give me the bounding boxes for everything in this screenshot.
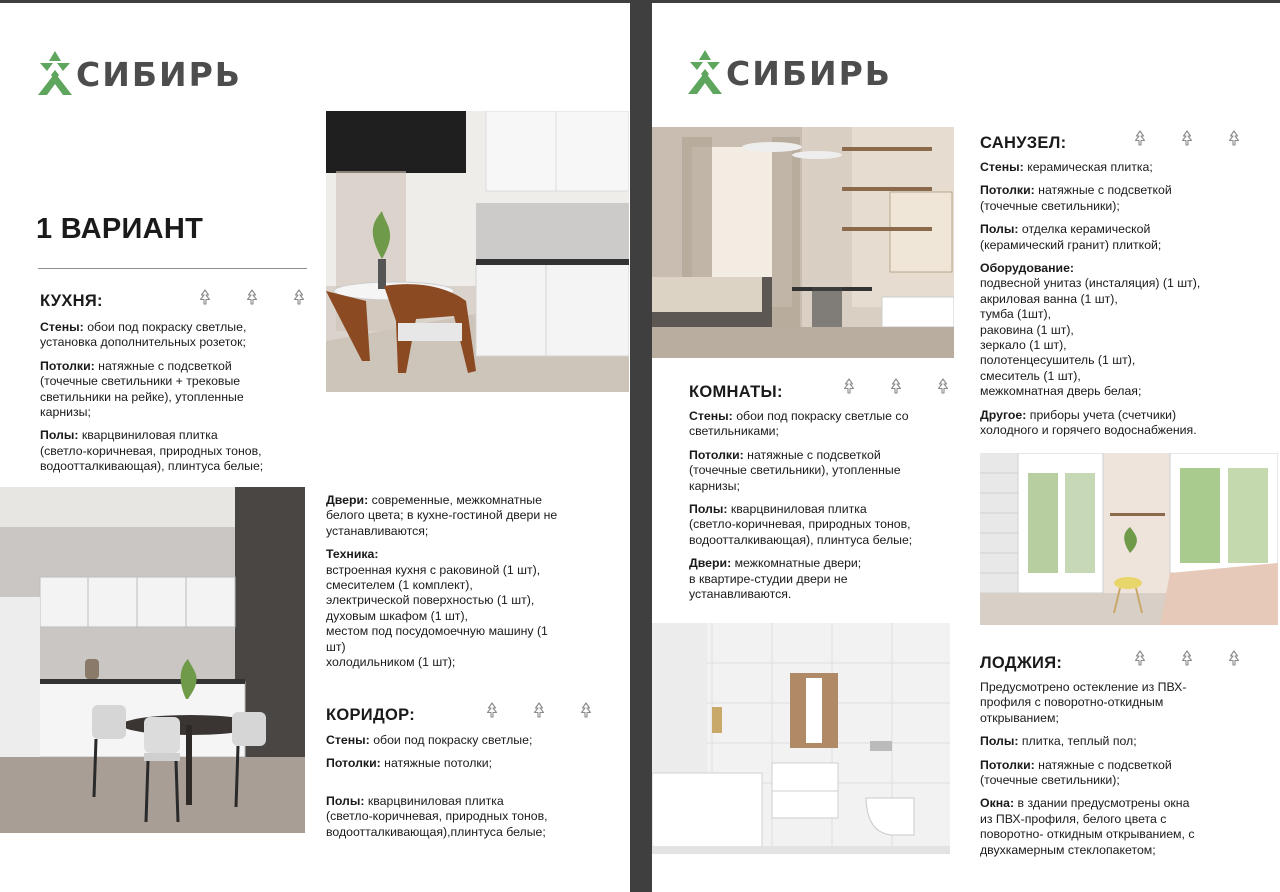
tree-icon [198, 289, 212, 305]
bathroom-other: Другое: приборы учета (счетчики) холодного и горячего водоснабжения. [980, 407, 1197, 438]
kitchen-floor: Полы: кварцвиниловая плитка (светло-коричневая, природных тонов, водоотталкивающая), плинтуса белые; [40, 428, 264, 474]
corridor-walls: Стены: обои под покраску светлые; [326, 733, 533, 747]
tree-icon [889, 378, 903, 394]
tree-icon [292, 289, 306, 305]
bathroom-equipment: Оборудование: подвесной унитаз (инсталяция) (1 шт), акриловая ванна (1 шт), тумба (1шт), раковина (1 шт), зеркало (1 шт), полотенцесушитель (1 шт), смеситель (1 шт), межкомнатная дверь белая; [980, 261, 1201, 399]
kitchen-ceiling: Потолки: натяжные с подсветкой (точечные светильники + трековые светильники на рейке), утопленные карнизы; [40, 358, 244, 420]
brand-logo [38, 51, 242, 97]
trees-decor [198, 289, 306, 305]
kitchen-photo-top [326, 111, 629, 392]
tree-icon [1180, 650, 1194, 666]
brand-name: СИБИРЬ [76, 54, 242, 94]
bathroom-specs [980, 160, 1270, 447]
rooms-ceiling: Потолки: натяжные с подсветкой (точечные светильники), утопленные карнизы; [689, 447, 901, 493]
tree-icon [1133, 130, 1147, 146]
kitchen-doors: Двери: современные, межкомнатные белого цвета; в кухне-гостиной двери не устанавливаются; [326, 493, 558, 538]
loggia-photo [980, 453, 1278, 625]
brochure-page-left [0, 3, 630, 892]
kitchen-photo-bottom [0, 487, 305, 833]
tree-icon [1133, 650, 1147, 666]
kitchen-walls: Стены: обои под покраску светлые, установка дополнительных розеток; [40, 320, 247, 350]
title-divider [38, 268, 307, 269]
rooms-doors: Двери: межкомнатные двери; в квартире-студии двери не устанавливаются. [689, 556, 862, 602]
bathroom-photo [652, 623, 950, 854]
loggia-specs [980, 680, 1270, 866]
corridor-title: КОРИДОР: [326, 706, 416, 724]
tree-icon [245, 289, 259, 305]
trees-decor [1133, 650, 1241, 666]
loggia-ceiling: Потолки: натяжные с подсветкой (точечные светильники); [980, 757, 1172, 788]
corridor-ceiling: Потолки: натяжные потолки; [326, 756, 493, 771]
brand-logo [688, 50, 892, 96]
brochure-page-right [652, 3, 1280, 892]
loggia-glazing: Предусмотрено остекление из ПВХ- профиля с поворотно-откидным открыванием; [980, 680, 1187, 725]
tree-logo-icon [688, 50, 722, 96]
tree-icon [485, 702, 499, 718]
trees-decor [485, 702, 593, 718]
kitchen-doors-tech [326, 493, 616, 678]
corridor-floor: Полы: кварцвиниловая плитка (светло-коричневая, природных тонов, водоотталкивающая),плинтуса белые; [326, 793, 548, 839]
trees-decor [842, 378, 950, 394]
tree-icon [1227, 130, 1241, 146]
kitchen-appliances: Техника: встроенная кухня с раковиной (1 шт), смесителем (1 комплект), электрической поверхностью (1 шт), духовым шкафом (1 шт), местом под посудомоечную машину (1 шт) холодильником (1 шт); [326, 547, 548, 670]
corridor-specs [326, 733, 616, 848]
rooms-specs [689, 409, 959, 610]
tree-icon [1227, 650, 1241, 666]
tree-icon [936, 378, 950, 394]
tree-icon [532, 702, 546, 718]
tree-logo-icon [38, 51, 72, 97]
loggia-title: ЛОДЖИЯ: [980, 654, 1063, 672]
rooms-walls: Стены: обои под покраску светлые со светильниками; [689, 409, 909, 439]
trees-decor [1133, 130, 1241, 146]
rooms-title: КОМНАТЫ: [689, 383, 783, 401]
bathroom-title: САНУЗЕЛ: [980, 134, 1067, 152]
loggia-floor: Полы: плитка, теплый пол; [980, 734, 1137, 749]
bathroom-ceiling: Потолки: натяжные с подсветкой (точечные светильники); [980, 183, 1172, 213]
kitchen-specs [40, 320, 310, 483]
tree-icon [1180, 130, 1194, 146]
tree-icon [842, 378, 856, 394]
bathroom-walls: Стены: керамическая плитка; [980, 160, 1153, 174]
rooms-floor: Полы: кварцвиниловая плитка (светло-коричневая, природных тонов, водоотталкивающая), плинтуса белые; [689, 502, 913, 547]
bedroom-photo [652, 127, 954, 358]
loggia-windows: Окна: в здании предусмотрены окна из ПВХ-профиля, белого цвета с поворотно- откидным открыванием, с двухкамерным стеклопакетом; [980, 796, 1195, 857]
kitchen-title: КУХНЯ: [40, 292, 103, 310]
brand-name: СИБИРЬ [726, 53, 892, 93]
variant-title: 1 ВАРИАНТ [36, 213, 204, 245]
bathroom-floor: Полы: отделка керамической (керамический гранит) плиткой; [980, 222, 1162, 252]
tree-icon [579, 702, 593, 718]
